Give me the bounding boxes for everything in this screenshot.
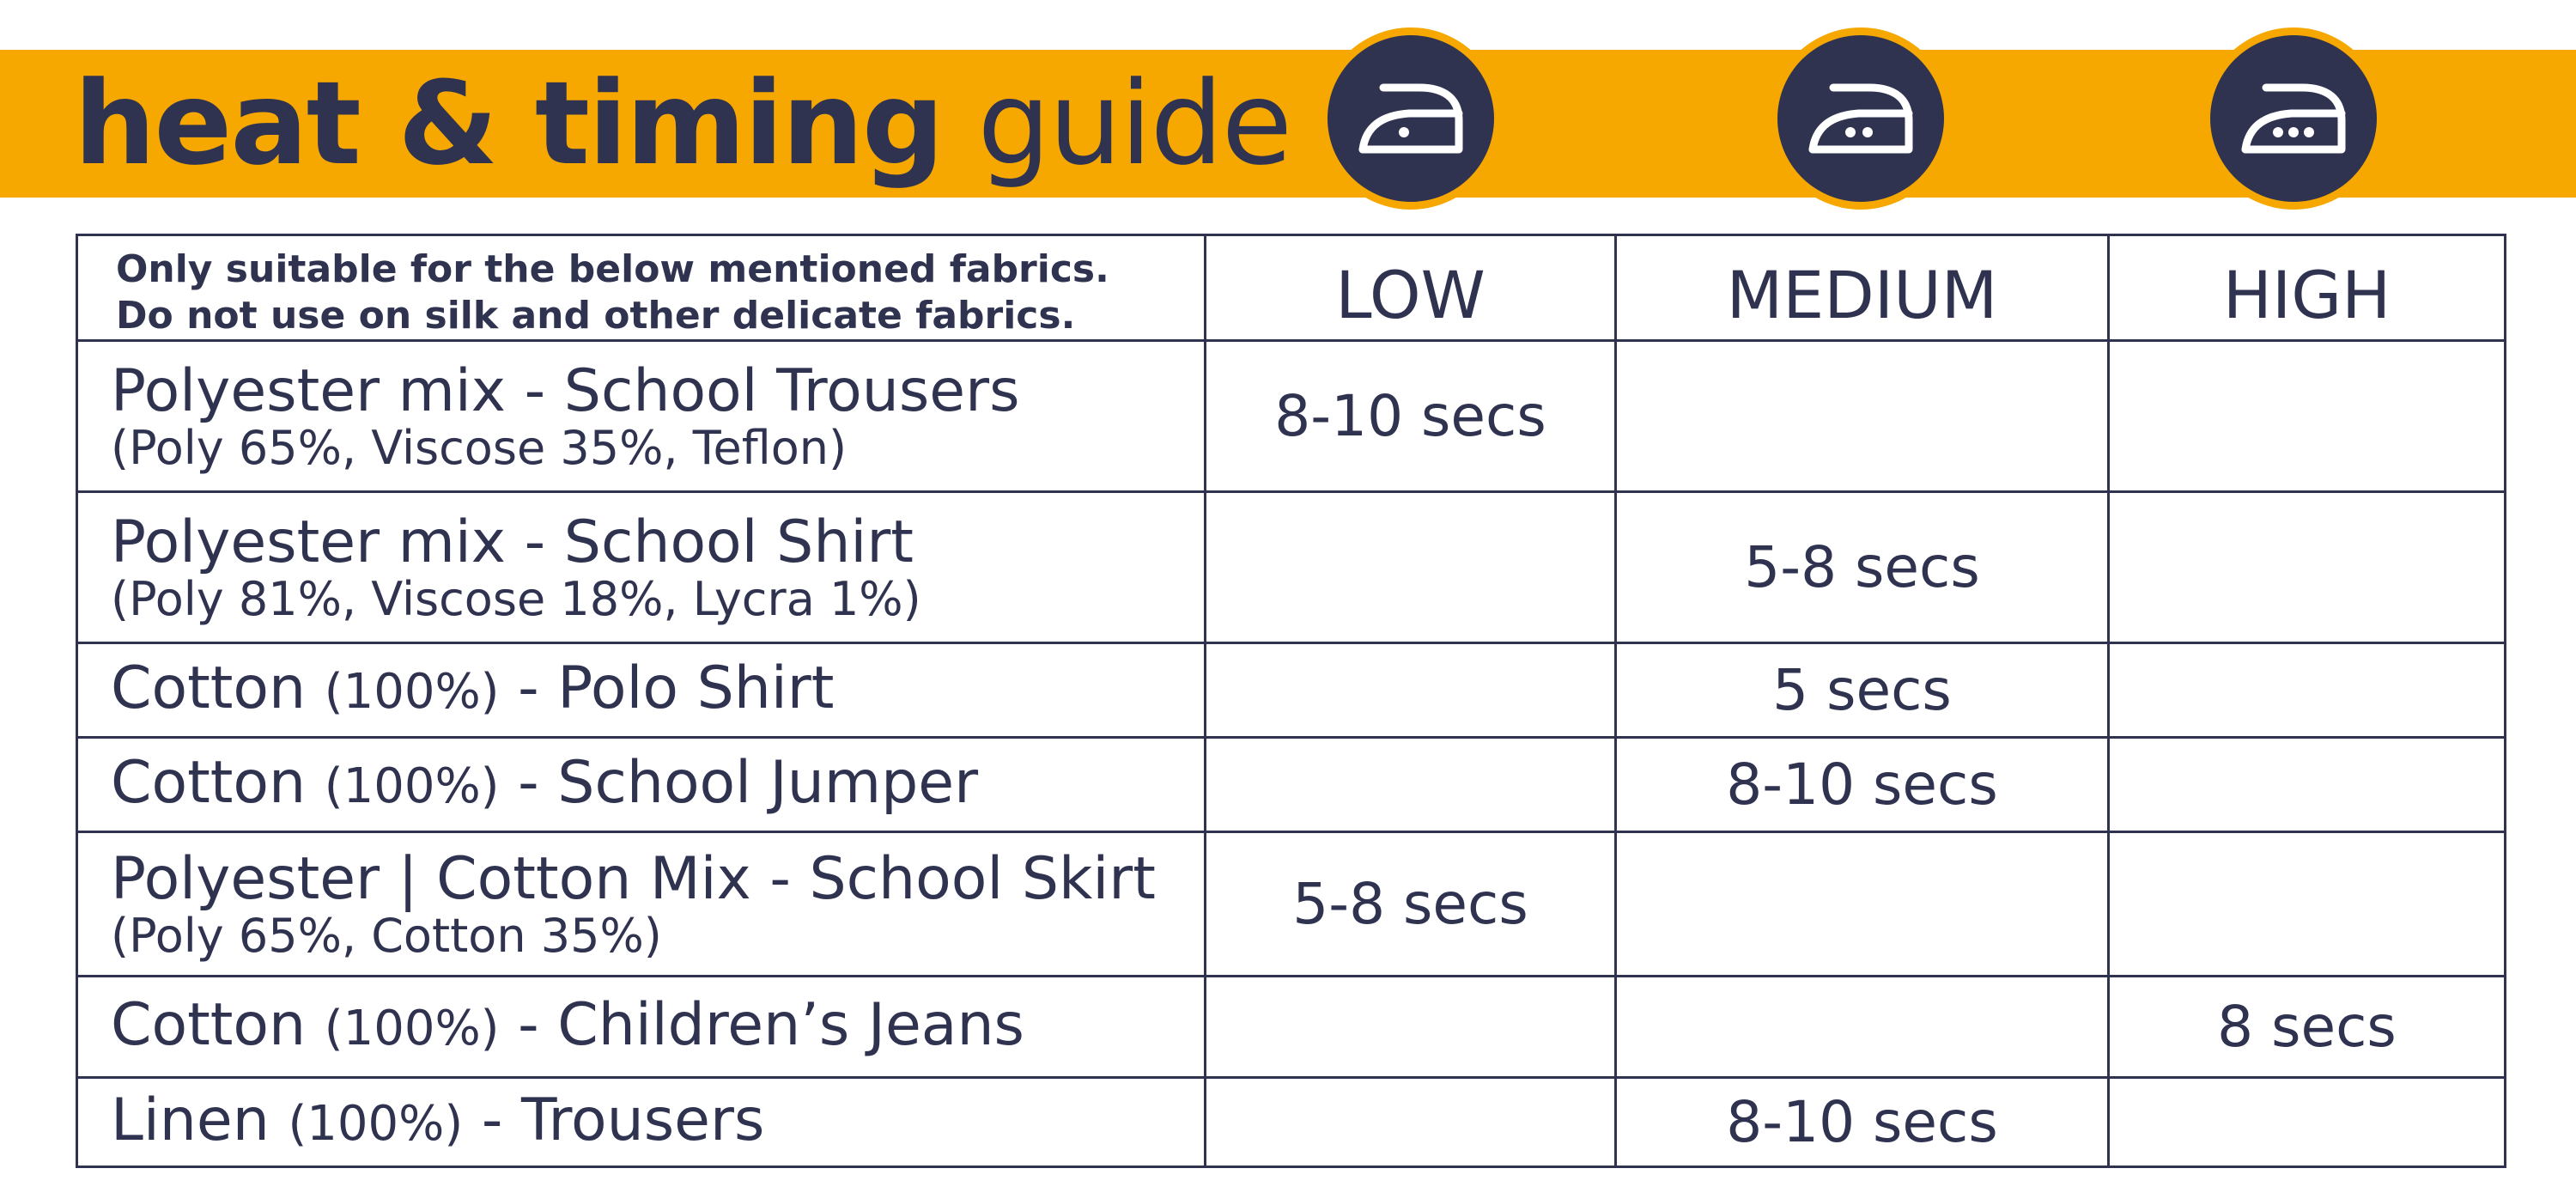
title-bold: heat & timing (74, 57, 943, 191)
garment-name: - School Jumper (518, 748, 979, 817)
medium-time (1616, 341, 2109, 492)
low-time (1206, 643, 1616, 738)
iron-medium-glyph (1807, 82, 1914, 155)
fabric-name (111, 654, 1204, 724)
low-time: 8-10 secs (1206, 341, 1616, 492)
fabric-name: Polyester mix - School Shirt (111, 508, 914, 576)
page-title (74, 50, 1291, 198)
low-time (1206, 738, 1616, 832)
fabric-composition: (Poly 81%, Viscose 18%, Lycra 1%) (111, 571, 921, 626)
low-time (1206, 1078, 1616, 1167)
table-row (77, 832, 2506, 977)
fabric-composition: (Poly 65%, Cotton 35%) (111, 908, 662, 963)
fabric-cell (77, 643, 1206, 738)
iron-high-icon (2202, 27, 2385, 210)
fabric-cell (77, 1078, 1206, 1167)
low-time (1206, 977, 1616, 1078)
fabric-percent: (100%) (288, 1095, 464, 1152)
fabric-cell (77, 341, 1206, 492)
note-line-2: Do not use on silk and other delicate fabrics. (116, 294, 1076, 338)
garment-name: - Children’s Jeans (518, 990, 1024, 1059)
table-row (77, 977, 2506, 1078)
high-time (2109, 492, 2506, 643)
fabric-cell (77, 492, 1206, 643)
heat-timing-table (76, 234, 2506, 1168)
note-line-1: Only suitable for the below mentioned fabrics. (116, 247, 1109, 291)
iron-high-glyph (2240, 82, 2347, 155)
high-time (2109, 1078, 2506, 1167)
table-row (77, 341, 2506, 492)
fabric-type: Cotton (111, 748, 307, 817)
fabric-percent: (100%) (324, 663, 500, 720)
fabric-type: Cotton (111, 654, 307, 722)
fabric-composition: (Poly 65%, Viscose 35%, Teflon) (111, 420, 848, 475)
medium-time: 5-8 secs (1616, 492, 2109, 643)
medium-time (1616, 977, 2109, 1078)
fabric-type: Cotton (111, 990, 307, 1059)
high-time (2109, 832, 2506, 977)
fabric-percent: (100%) (324, 758, 500, 814)
fabric-name (111, 748, 1204, 819)
medium-time: 8-10 secs (1616, 738, 2109, 832)
high-time (2109, 738, 2506, 832)
low-time: 5-8 secs (1206, 832, 1616, 977)
fabric-percent: (100%) (324, 1000, 500, 1056)
high-time (2109, 341, 2506, 492)
fabric-type: Linen (111, 1086, 270, 1154)
column-header-high: HIGH (2109, 235, 2506, 341)
iron-low-icon (1320, 27, 1502, 210)
medium-time: 8-10 secs (1616, 1078, 2109, 1167)
high-time: 8 secs (2109, 977, 2506, 1078)
table-row (77, 738, 2506, 832)
table-row (77, 492, 2506, 643)
high-time (2109, 643, 2506, 738)
fabric-cell (77, 832, 1206, 977)
iron-low-glyph (1358, 82, 1464, 155)
column-header-medium: MEDIUM (1616, 235, 2109, 341)
table-row (77, 643, 2506, 738)
fabric-name: Polyester mix - School Trousers (111, 356, 1020, 425)
column-header-low: LOW (1206, 235, 1616, 341)
fabric-cell (77, 977, 1206, 1078)
title-light: guide (977, 57, 1291, 191)
table-header-row (77, 235, 2506, 341)
low-time (1206, 492, 1616, 643)
garment-name: - Polo Shirt (518, 654, 835, 722)
garment-name: - Trousers (481, 1086, 765, 1154)
medium-time (1616, 832, 2109, 977)
table-row (77, 1078, 2506, 1167)
fabric-name (111, 1086, 1204, 1156)
fabric-warning-note (77, 235, 1206, 341)
medium-time: 5 secs (1616, 643, 2109, 738)
iron-medium-icon (1770, 27, 1952, 210)
fabric-cell (77, 738, 1206, 832)
fabric-name: Polyester | Cotton Mix - School Skirt (111, 844, 1156, 913)
fabric-name (111, 990, 1204, 1061)
